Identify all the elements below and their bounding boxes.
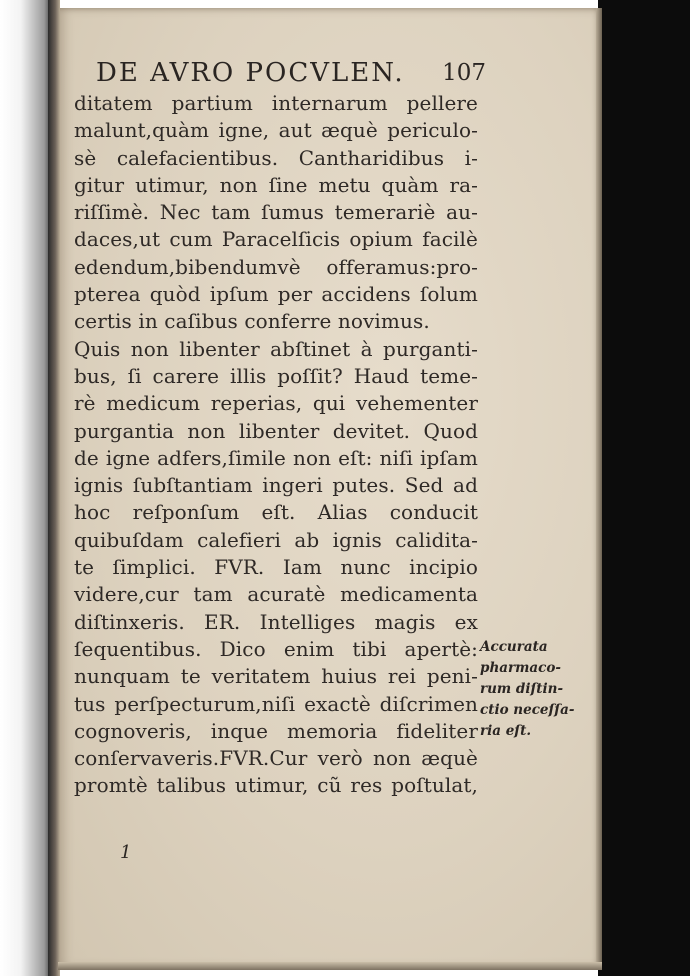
text-line: Quis non libenter abſtinet à purganti- bbox=[74, 336, 478, 361]
text-line: cognoveris, inque memoria fideliter bbox=[74, 718, 478, 743]
marginal-note bbox=[480, 637, 576, 742]
text-line: gitur utimur, non ſine metu quàm ra- bbox=[74, 172, 478, 197]
text-line: pterea quòd ipſum per accidens ſolum bbox=[74, 282, 478, 307]
text-line: de igne adfers,ſimile non eſt: niſi ipſam bbox=[74, 445, 478, 470]
marginal-note-line: rum diſtin- bbox=[480, 681, 564, 697]
body-text-block bbox=[74, 90, 478, 800]
running-title: DE AVRO POCVLEN. bbox=[96, 58, 405, 88]
signature-mark: 1 bbox=[120, 842, 132, 863]
text-line: diſtinxeris. ER. Intelliges magis ex bbox=[74, 609, 478, 634]
page-bottom-edge bbox=[58, 962, 602, 970]
book-spine-edge bbox=[48, 0, 60, 976]
text-line: sè calefacientibus. Cantharidibus i- bbox=[74, 145, 478, 170]
text-line: promtè talibus utimur, cũ res poſtulat, bbox=[74, 773, 478, 798]
text-line: ignis ſubſtantiam ingeri putes. Sed ad bbox=[74, 473, 478, 498]
text-line: quibuſdam calefieri ab ignis calidita- bbox=[74, 527, 478, 552]
text-line: edendum,bibendumvè offeramus:pro- bbox=[74, 254, 478, 279]
marginal-note-line: Accurata bbox=[480, 639, 548, 655]
text-line: purgantia non libenter devitet. Quod bbox=[74, 418, 478, 443]
text-line: daces,ut cum Paracelſicis opium facilè bbox=[74, 227, 478, 252]
text-line: certis in caſibus conferre novimus. bbox=[74, 309, 430, 334]
text-line: ſequentibus. Dico enim tibi apertè: bbox=[74, 636, 478, 661]
page-fore-edge bbox=[596, 8, 602, 968]
marginal-note-line: ria eſt. bbox=[480, 723, 532, 739]
marginal-note-line: pharmaco- bbox=[480, 660, 561, 676]
text-line: malunt,quàm igne, aut æquè periculo- bbox=[74, 118, 478, 143]
left-background-shadow bbox=[0, 0, 52, 976]
page-header bbox=[96, 56, 486, 90]
page-number: 107 bbox=[442, 60, 486, 86]
right-dark-background bbox=[598, 0, 690, 976]
text-line: ditatem partium internarum pellere bbox=[74, 91, 478, 115]
text-line: te ſimplici. FVR. Iam nunc incipio bbox=[74, 555, 478, 580]
marginal-note-line: ctio neceſſa- bbox=[480, 702, 575, 718]
text-line: rè medicum reperias, qui vehementer bbox=[74, 391, 478, 416]
text-line: nunquam te veritatem huius rei peni- bbox=[74, 664, 478, 689]
text-line: bus, ſi carere illis poſſit? Haud teme- bbox=[74, 363, 478, 388]
text-line: riſſimè. Nec tam ſumus temerariè au- bbox=[74, 200, 478, 225]
text-line: hoc reſponſum eſt. Alias conducit bbox=[74, 500, 478, 525]
text-line: tus perſpecturum,niſi exactè diſcrimen bbox=[74, 691, 478, 716]
text-line: videre,cur tam acuratè medicamenta bbox=[74, 582, 478, 607]
text-line: conſervaveris.FVR.Cur verò non æquè bbox=[74, 746, 478, 771]
